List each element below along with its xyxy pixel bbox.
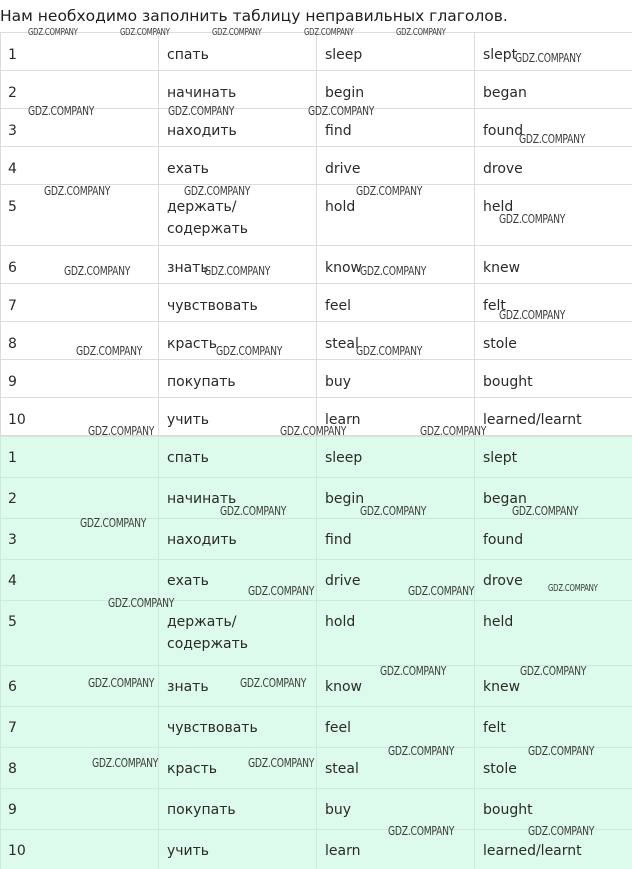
watermark: GDZ.COMPANY — [64, 263, 131, 278]
watermark: GDZ.COMPANY — [499, 211, 566, 226]
past-simple: began — [475, 71, 632, 109]
watermark: GDZ.COMPANY — [520, 663, 587, 678]
verb-row — [1, 789, 632, 830]
past-simple: drove — [475, 560, 632, 601]
verb-row — [1, 185, 632, 246]
russian-word-line: спать — [167, 47, 209, 63]
past-simple: bought — [475, 360, 632, 398]
russian-word — [159, 478, 317, 519]
past-simple: found — [475, 519, 632, 560]
row-number: 10 — [1, 398, 159, 436]
verb-row — [1, 601, 632, 666]
watermark: GDZ.COMPANY — [396, 27, 446, 38]
verbs-table-first — [0, 32, 632, 436]
row-number: 5 — [1, 185, 159, 246]
watermark: GDZ.COMPANY — [120, 27, 170, 38]
russian-word-line: начинать — [167, 85, 237, 101]
watermark: GDZ.COMPANY — [360, 263, 427, 278]
russian-word-line: держать/ — [167, 614, 237, 630]
verb-row — [1, 322, 632, 360]
watermark: GDZ.COMPANY — [44, 183, 111, 198]
russian-word — [159, 748, 317, 789]
russian-word — [159, 284, 317, 322]
russian-word-line: спать — [167, 450, 209, 466]
russian-word-line: находить — [167, 123, 237, 139]
russian-word — [159, 322, 317, 360]
watermark: GDZ.COMPANY — [388, 743, 455, 758]
verbs-table-second — [0, 436, 632, 869]
verb-row — [1, 437, 632, 478]
russian-word-line: ехать — [167, 161, 209, 177]
row-number: 8 — [1, 322, 159, 360]
russian-word — [159, 666, 317, 707]
verb-row — [1, 560, 632, 601]
watermark: GDZ.COMPANY — [88, 675, 155, 690]
row-number: 2 — [1, 71, 159, 109]
russian-word — [159, 185, 317, 246]
verb-row — [1, 147, 632, 185]
row-number: 7 — [1, 707, 159, 748]
watermark: GDZ.COMPANY — [388, 823, 455, 838]
past-simple: knew — [475, 246, 632, 284]
past-simple: slept — [475, 437, 632, 478]
watermark: GDZ.COMPANY — [216, 343, 283, 358]
page-heading: Нам необходимо заполнить таблицу неправильных глаголов. — [0, 7, 508, 25]
russian-word — [159, 246, 317, 284]
verb-row — [1, 284, 632, 322]
watermark: GDZ.COMPANY — [220, 503, 287, 518]
russian-word-line: держать/ — [167, 199, 237, 215]
infinitive: buy — [317, 360, 475, 398]
watermark: GDZ.COMPANY — [88, 423, 155, 438]
row-number: 5 — [1, 601, 159, 666]
verb-row — [1, 360, 632, 398]
past-simple: stole — [475, 748, 632, 789]
watermark: GDZ.COMPANY — [408, 583, 475, 598]
row-number: 1 — [1, 437, 159, 478]
past-simple: stole — [475, 322, 632, 360]
row-number: 6 — [1, 246, 159, 284]
past-simple: held — [475, 601, 632, 666]
watermark: GDZ.COMPANY — [519, 131, 586, 146]
watermark: GDZ.COMPANY — [80, 515, 147, 530]
past-simple: knew — [475, 666, 632, 707]
infinitive: begin — [317, 71, 475, 109]
row-number: 1 — [1, 33, 159, 71]
infinitive: know — [317, 666, 475, 707]
watermark: GDZ.COMPANY — [280, 423, 347, 438]
russian-word-line: чувствовать — [167, 720, 258, 736]
infinitive: hold — [317, 185, 475, 246]
watermark: GDZ.COMPANY — [304, 27, 354, 38]
row-number: 9 — [1, 360, 159, 398]
russian-word — [159, 147, 317, 185]
watermark: GDZ.COMPANY — [204, 263, 271, 278]
russian-word — [159, 601, 317, 666]
row-number: 3 — [1, 519, 159, 560]
russian-word — [159, 830, 317, 869]
past-simple: felt — [475, 284, 632, 322]
infinitive: know — [317, 246, 475, 284]
row-number: 2 — [1, 478, 159, 519]
russian-word-line: красть — [167, 761, 218, 777]
row-number: 8 — [1, 748, 159, 789]
russian-word — [159, 398, 317, 436]
russian-word-line: покупать — [167, 374, 236, 390]
russian-word — [159, 109, 317, 147]
row-number: 6 — [1, 666, 159, 707]
watermark: GDZ.COMPANY — [308, 103, 375, 118]
russian-word-line: ехать — [167, 573, 209, 589]
watermark: GDZ.COMPANY — [528, 823, 595, 838]
russian-word — [159, 789, 317, 830]
watermark: GDZ.COMPANY — [356, 183, 423, 198]
past-simple: felt — [475, 707, 632, 748]
watermark: GDZ.COMPANY — [184, 183, 251, 198]
watermark: GDZ.COMPANY — [108, 595, 175, 610]
verb-row — [1, 519, 632, 560]
russian-word — [159, 707, 317, 748]
watermark: GDZ.COMPANY — [76, 343, 143, 358]
past-simple: began — [475, 478, 632, 519]
watermark: GDZ.COMPANY — [248, 583, 315, 598]
russian-word — [159, 437, 317, 478]
past-simple: bought — [475, 789, 632, 830]
watermark: GDZ.COMPANY — [548, 583, 598, 594]
watermark: GDZ.COMPANY — [28, 103, 95, 118]
russian-word-line: красть — [167, 336, 218, 352]
watermark: GDZ.COMPANY — [168, 103, 235, 118]
russian-word-line: содержать — [167, 636, 249, 652]
infinitive: feel — [317, 707, 475, 748]
russian-word-line: чувствовать — [167, 298, 258, 314]
row-number: 4 — [1, 147, 159, 185]
infinitive: steal — [317, 322, 475, 360]
infinitive: begin — [317, 478, 475, 519]
past-simple: held — [475, 185, 632, 246]
row-number: 10 — [1, 830, 159, 869]
russian-word — [159, 360, 317, 398]
infinitive: learn — [317, 398, 475, 436]
watermark: GDZ.COMPANY — [356, 343, 423, 358]
verb-row — [1, 748, 632, 789]
past-simple: slept — [475, 33, 632, 71]
past-simple: drove — [475, 147, 632, 185]
infinitive: drive — [317, 560, 475, 601]
infinitive: find — [317, 519, 475, 560]
infinitive: hold — [317, 601, 475, 666]
infinitive: feel — [317, 284, 475, 322]
watermark: GDZ.COMPANY — [212, 27, 262, 38]
watermark: GDZ.COMPANY — [515, 50, 582, 65]
watermark: GDZ.COMPANY — [420, 423, 487, 438]
russian-word-line: учить — [167, 843, 210, 859]
row-number: 9 — [1, 789, 159, 830]
infinitive: sleep — [317, 437, 475, 478]
watermark: GDZ.COMPANY — [248, 755, 315, 770]
russian-word-line: находить — [167, 532, 237, 548]
watermark: GDZ.COMPANY — [240, 675, 307, 690]
watermark: GDZ.COMPANY — [360, 503, 427, 518]
russian-word — [159, 33, 317, 71]
row-number: 7 — [1, 284, 159, 322]
verb-row — [1, 398, 632, 436]
infinitive: steal — [317, 748, 475, 789]
russian-word-line: содержать — [167, 221, 249, 237]
watermark: GDZ.COMPANY — [92, 755, 159, 770]
row-number: 4 — [1, 560, 159, 601]
watermark: GDZ.COMPANY — [499, 307, 566, 322]
watermark: GDZ.COMPANY — [380, 663, 447, 678]
russian-word-line: знать — [167, 679, 209, 695]
verb-row — [1, 707, 632, 748]
past-simple: found — [475, 109, 632, 147]
watermark: GDZ.COMPANY — [512, 503, 579, 518]
verb-row — [1, 830, 632, 869]
past-simple: learned/learnt — [475, 830, 632, 869]
infinitive: drive — [317, 147, 475, 185]
russian-word-line: начинать — [167, 491, 237, 507]
verb-row — [1, 246, 632, 284]
infinitive: learn — [317, 830, 475, 869]
verb-row — [1, 478, 632, 519]
verb-row — [1, 71, 632, 109]
russian-word-line: покупать — [167, 802, 236, 818]
verb-row — [1, 666, 632, 707]
infinitive: find — [317, 109, 475, 147]
past-simple: learned/learnt — [475, 398, 632, 436]
russian-word — [159, 71, 317, 109]
russian-word-line: знать — [167, 260, 209, 276]
watermark: GDZ.COMPANY — [28, 27, 78, 38]
russian-word-line: учить — [167, 412, 210, 428]
watermark: GDZ.COMPANY — [528, 743, 595, 758]
infinitive: sleep — [317, 33, 475, 71]
verb-row — [1, 33, 632, 71]
verb-row — [1, 109, 632, 147]
row-number: 3 — [1, 109, 159, 147]
infinitive: buy — [317, 789, 475, 830]
russian-word — [159, 560, 317, 601]
russian-word — [159, 519, 317, 560]
